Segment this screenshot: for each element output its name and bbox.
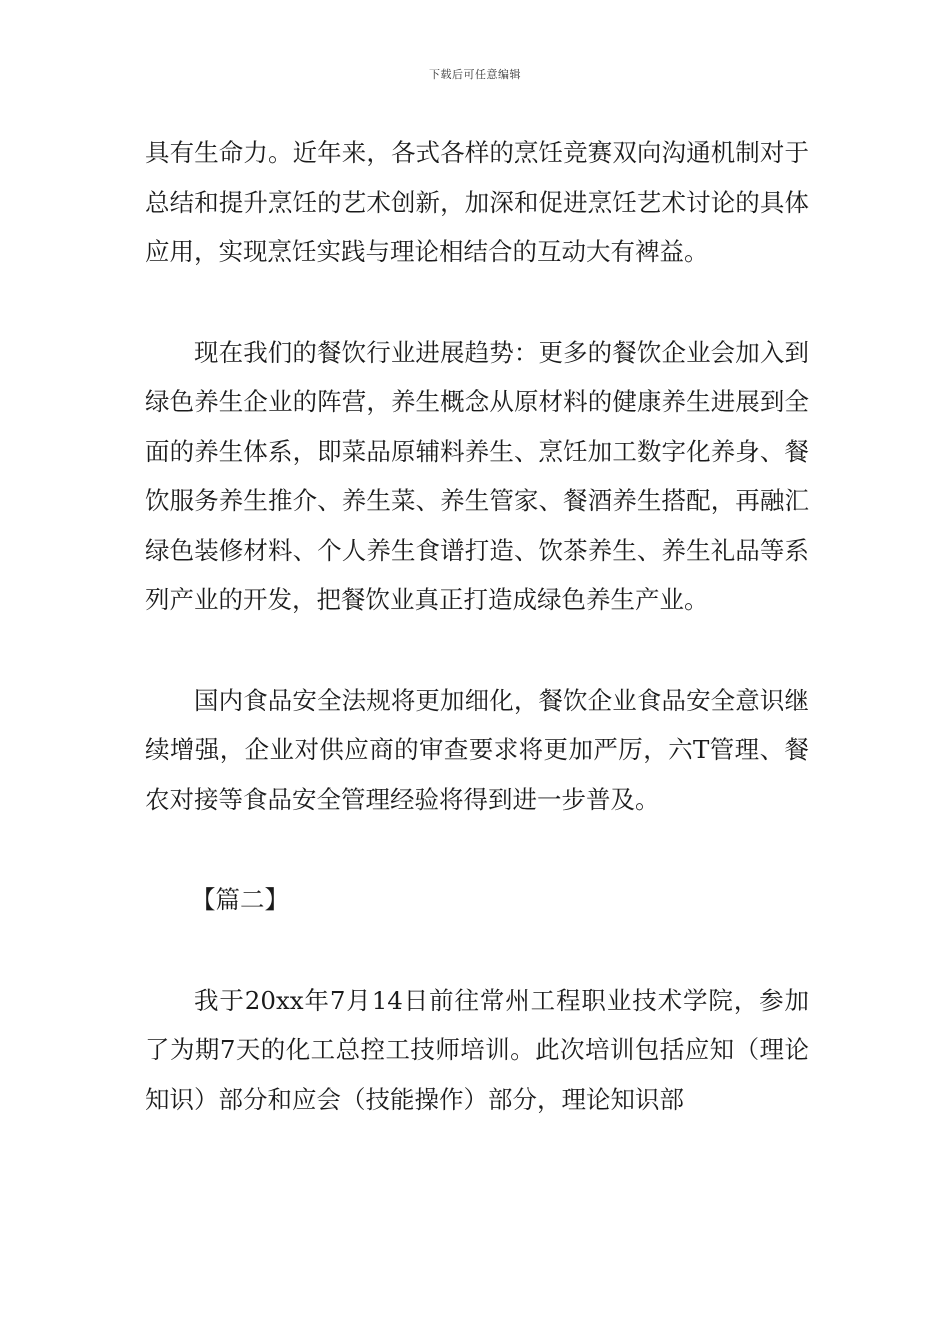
section-heading: 【篇二】 — [191, 885, 289, 914]
document-body — [145, 128, 809, 1124]
paragraph-gap — [145, 824, 809, 875]
page-header: 下载后可任意编辑 — [429, 68, 521, 81]
paragraph-food-safety: 国内食品安全法规将更加细化，餐饮企业食品安全意识继续增强，企业对供应商的审查要求将更加严厉，六T管理、餐农对接等食品安全管理经验将得到进一步普及。 — [145, 685, 809, 814]
paragraph-continued: 具有生命力。近年来，各式各样的烹饪竞赛双向沟通机制对于总结和提升烹饪的艺术创新，加深和促进烹饪艺术讨论的具体应用，实现烹饪实践与理论相结合的互动大有裨益。 — [145, 138, 809, 266]
paragraph-gap — [145, 625, 809, 676]
paragraph-industry-trends: 现在我们的餐饮行业进展趋势：更多的餐饮企业会加入到绿色养生企业的阵营，养生概念从原材料的健康养生进展到全面的养生体系，即菜品原辅料养生、烹饪加工数字化养身、餐饮服务养生推介、养生菜、养生管家、餐酒养生搭配，再融汇绿色装修材料、个人养生食谱打造、饮茶养生、养生礼品等系列产业的开发，把餐饮业真正打造成绿色养生产业。 — [145, 337, 809, 614]
paragraph-gap — [145, 277, 809, 328]
paragraph-gap — [145, 925, 809, 976]
paragraph-training: 我于20xx年7月14日前往常州工程职业技术学院，参加了为期7天的化工总控工技师培训。此次培训包括应知（理论知识）部分和应会（技能操作）部分，理论知识部 — [145, 985, 809, 1114]
